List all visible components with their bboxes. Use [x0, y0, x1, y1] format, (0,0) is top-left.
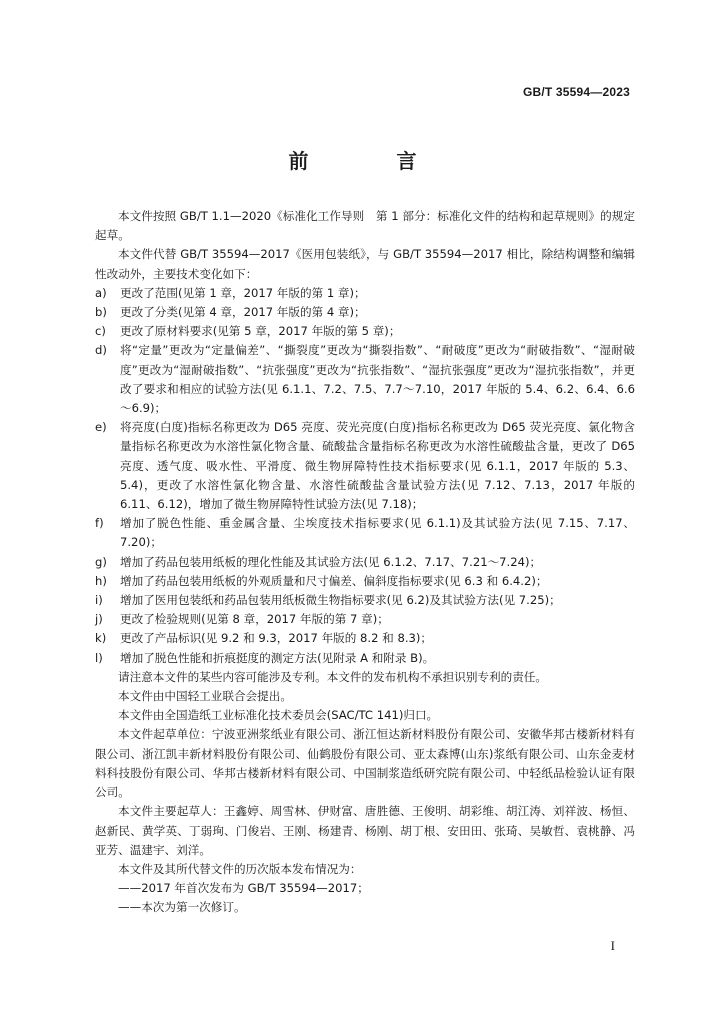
list-item-label: c) — [95, 324, 106, 339]
list-item-text: 将“定量”更改为“定量偏差”、“撕裂度”更改为“撕裂指数”、“耐破度”更改为“耐破指数”、“湿耐破度”更改为“湿耐破指数”、“抗张强度”更改为“抗张指数”、“湿抗张强度”更改为“湿抗张指数”，并更改了要求和相应的试验方法(见 6.1.1、7.2、7.5、7.7～7.10，2017 年版的 5.4、6.2、6.4、6.6～6.9)； — [120, 343, 635, 416]
list-item-text: 增加了脱色性能、重金属含量、尘埃度技术指标要求(见 6.1.1)及其试验方法(见 7.15、7.17、7.20)； — [120, 516, 635, 550]
list-item-text: 将亮度(白度)指标名称更改为 D65 亮度、荧光亮度(白度)指标名称更改为 D65 荧光亮度、氯化物含量指标名称更改为水溶性氯化物含量、硫酸盐含量指标名称更改为水溶性硫酸盐含量，更改了 D65 亮度、透气度、吸水性、平滑度、微生物屏障特性技术指标要求(见 6.1.1，2017 年版的 5.3、5.4)，更改了水溶性氯化物含量、水溶性硫酸盐含量试验方法(见 7.12、7.13，2017 年版的 6.11、6.12)，增加了微生物屏障特性试验方法(见 7.18)； — [120, 420, 635, 512]
list-item — [95, 303, 635, 322]
list-item-label: b) — [95, 305, 107, 320]
list-item — [95, 649, 635, 668]
history-item: ——本次为第一次修订。 — [118, 900, 246, 915]
history-item: ——2017 年首次发布为 GB/T 35594—2017； — [118, 881, 369, 896]
list-item-label: a) — [95, 285, 107, 300]
list-item — [95, 418, 635, 514]
list-item — [95, 514, 635, 552]
list-item — [95, 322, 635, 341]
list-item — [95, 341, 635, 418]
list-item — [95, 629, 635, 648]
paragraph: 请注意本文件的某些内容可能涉及专利。本文件的发布机构不承担识别专利的责任。 — [118, 669, 547, 684]
list-item-text: 更改了产品标识(见 9.2 和 9.3，2017 年版的 8.2 和 8.3)； — [120, 631, 433, 646]
list-item-label: j) — [95, 612, 103, 627]
list-item-text: 更改了分类(见第 4 章，2017 年版的第 4 章)； — [120, 305, 366, 320]
paragraph: 本文件按照 GB/T 1.1—2020《标准化工作导则 第 1 部分：标准化文件的结构和起草规则》的规定起草。 — [95, 209, 635, 243]
page-title: 前 言 — [288, 149, 451, 173]
list-item-label: g) — [95, 554, 107, 569]
list-item-label: e) — [95, 420, 107, 435]
list-item — [95, 572, 635, 591]
page-number: I — [610, 938, 615, 953]
paragraph: 本文件代替 GB/T 35594—2017《医用包装纸》，与 GB/T 35594—2017 相比，除结构调整和编辑性改动外，主要技术变化如下： — [95, 247, 635, 281]
paragraph: 本文件主要起草人：王鑫婷、周雪林、伊财富、唐胜德、王俊明、胡彩维、胡江涛、刘祥波、杨恒、赵新民、黄学英、丁弱珣、门俊岩、王刚、杨建青、杨刚、胡丁根、安田田、张琦、吴敏哲、袁桃静、冯亚芳、温建宇、刘洋。 — [95, 804, 635, 857]
list-item — [95, 553, 635, 572]
change-list — [95, 284, 635, 668]
list-item-label: l) — [95, 650, 103, 665]
list-item-text: 更改了检验规则(见第 8 章，2017 年版的第 7 章)； — [120, 612, 389, 627]
list-item-text: 增加了药品包装用纸板的理化性能及其试验方法(见 6.1.2、7.17、7.21～7.24)； — [120, 554, 542, 569]
list-item — [95, 610, 635, 629]
paragraph: 本文件由中国轻工业联合会提出。 — [118, 689, 292, 704]
standard-code: GB/T 35594—2023 — [522, 85, 630, 99]
list-item-label: k) — [95, 631, 107, 646]
list-item-text: 更改了范围(见第 1 章，2017 年版的第 1 章)； — [120, 285, 366, 300]
foreword-body — [95, 207, 635, 918]
list-item-text: 增加了医用包装纸和药品包装用纸板微生物指标要求(见 6.2)及其试验方法(见 7.25)； — [120, 593, 561, 608]
list-item-label: i) — [95, 593, 103, 608]
list-item-text: 增加了药品包装用纸板的外观质量和尺寸偏差、偏斜度指标要求(见 6.3 和 6.4.2)； — [120, 573, 548, 588]
paragraph: 本文件由全国造纸工业标准化技术委员会(SAC/TC 141)归口。 — [118, 708, 439, 723]
list-item-text: 更改了原材料要求(见第 5 章，2017 年版的第 5 章)； — [120, 324, 401, 339]
list-item-label: h) — [95, 573, 107, 588]
paragraph: 本文件起草单位：宁波亚洲浆纸业有限公司、浙江恒达新材料股份有限公司、安徽华邦古楼新材料有限公司、浙江凯丰新材料股份有限公司、仙鹤股份有限公司、亚太森博(山东)浆纸有限公司、山东金麦材料科技股份有限公司、华邦古楼新材料有限公司、中国制浆造纸研究院有限公司、中轻纸品检验认证有限公司。 — [95, 727, 635, 800]
list-item — [95, 591, 635, 610]
paragraph: 本文件及其所代替文件的历次版本发布情况为： — [118, 861, 362, 876]
list-item-label: f) — [95, 516, 104, 531]
list-item — [95, 284, 635, 303]
list-item-text: 增加了脱色性能和折痕挺度的测定方法(见附录 A 和附录 B)。 — [120, 650, 435, 665]
list-item-label: d) — [95, 343, 107, 358]
